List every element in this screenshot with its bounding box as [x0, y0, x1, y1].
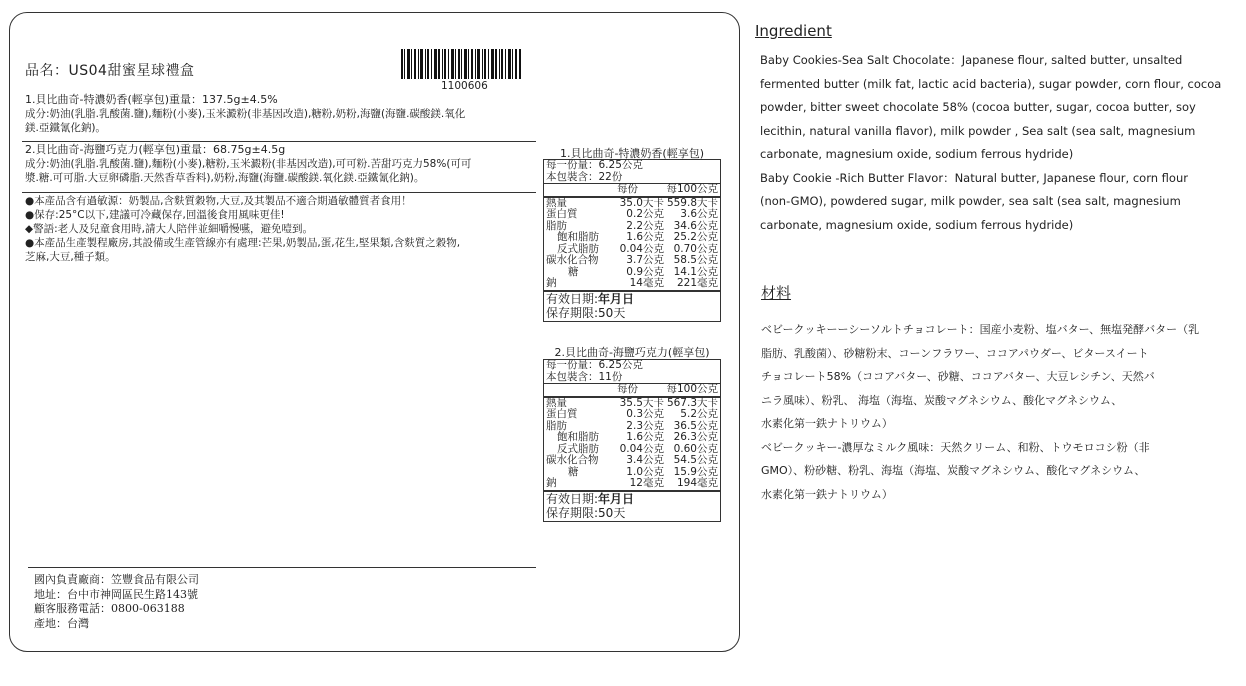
expiry-date: 有效日期:年月日	[546, 491, 635, 506]
text-line: Baby Cookies-Sea Salt Chocolate：Japanese flour, salted butter, unsalted	[760, 53, 1183, 67]
table-row: 反式脂肪 0.04公克 0.60公克	[557, 442, 718, 455]
item2-ingredients-line1: 成分:奶油(乳脂.乳酸菌.鹽),麵粉(小麥),糖粉,玉米澱粉(非基因改造),可可粉.苦甜巧克力58%(可可	[25, 158, 472, 170]
text-line: チョコレート58%（ココアバター、砂糖、ココアバター、大豆レシチン、天然バ	[761, 370, 1155, 383]
nutrition-table-1	[543, 159, 721, 322]
text-line: Baby Cookie -Rich Butter Flavor：Natural butter, Japanese flour, corn flour	[760, 170, 1188, 185]
table-row: 熱量 35.0大卡 559.8大卡	[546, 196, 718, 209]
servings-per-pack: 本包裝含：11份	[546, 370, 623, 383]
shelf-life: 保存期限:50天	[546, 306, 626, 320]
table-row: 糖 1.0公克 15.9公克	[568, 465, 718, 478]
manufacturer-info	[34, 573, 199, 631]
text-line: GMO）、粉砂糖、粉乳、海塩（海塩、炭酸マグネシウム、酸化マグネシウム、	[761, 464, 1146, 477]
table-row: 飽和脂肪 1.6公克 25.2公克	[557, 231, 718, 243]
text-line: 水素化第一鉄ナトリウム）	[761, 417, 893, 430]
note-allergen: ●本產品含有過敏源：奶製品,含麩質穀物,大豆,及其製品不適合期過敏體質者食用！	[25, 195, 412, 207]
item2-ingredients-line2: 漿.糖.可可脂.大豆卵磷脂.天然香草香料),奶粉,海鹽(海鹽.碳酸鎂.氧化鎂.亞鐵氰化鈉)。	[25, 172, 425, 184]
japanese-ingredients	[761, 318, 1241, 506]
item1-ingredients-line1: 成分:奶油(乳脂.乳酸菌.鹽),麵粉(小麥),玉米澱粉(非基因改造),糖粉,奶粉,海鹽(海鹽.碳酸鎂.氧化	[25, 108, 466, 120]
english-heading: Ingredient	[755, 22, 832, 40]
table-row: 蛋白質 0.2公克 3.6公克	[546, 208, 718, 220]
text-line: 脂肪、乳酸菌）、砂糖粉末、コーンフラワー、ココアパウダー、ビタースイート	[761, 346, 1149, 360]
table-row: 碳水化合物 3.4公克 54.5公克	[546, 454, 718, 466]
table-row: 反式脂肪 0.04公克 0.70公克	[557, 242, 718, 255]
nutrition-rows	[544, 198, 720, 290]
nutrition-title-1: 1.貝比曲奇-特濃奶香(輕享包)	[559, 147, 705, 160]
manufacturer-name: 國內負責廠商：笠豐食品有限公司	[34, 573, 199, 586]
table-row: 飽和脂肪 1.6公克 26.3公克	[557, 431, 718, 443]
divider-line	[22, 192, 536, 193]
text-line: (non-GMO), powdered sugar, milk powder, sea salt (sea salt, magnesium	[760, 194, 1181, 208]
table-row: 蛋白質 0.3公克 5.2公克	[546, 408, 718, 420]
col-per-100g: 每100公克	[666, 383, 718, 395]
table-row: 脂肪 2.2公克 34.6公克	[546, 219, 718, 232]
nutrition-rows	[544, 398, 720, 490]
table-row: 鈉 12毫克 194毫克	[546, 477, 718, 489]
serving-size: 每一份量：6.25公克	[546, 159, 643, 171]
table-row: 糖 0.9公克 14.1公克	[568, 265, 718, 278]
nutrition-title-2: 2.貝比曲奇-海鹽巧克力(輕享包)	[554, 346, 710, 359]
item2-heading: 2.貝比曲奇-海鹽巧克力(輕享包)重量：68.75g±4.5g	[25, 143, 286, 156]
origin: 產地：台灣	[34, 616, 89, 630]
note-warning: ◆警語:老人及兒童食用時,請大人陪伴並細嚼慢嚥，避免噎到。	[25, 223, 313, 235]
col-per-100g: 每100公克	[666, 183, 718, 195]
english-ingredients	[760, 49, 1240, 237]
table-row: 熱量 35.5大卡 567.3大卡	[546, 396, 718, 409]
customer-service-phone: 顧客服務電話：0800-063188	[34, 602, 185, 615]
divider-line	[22, 141, 536, 142]
barcode	[401, 49, 521, 79]
product-name: 品名：US04甜蜜星球禮盒	[25, 63, 195, 79]
table-row: 脂肪 2.3公克 36.5公克	[546, 419, 718, 432]
serving-size: 每一份量：6.25公克	[546, 359, 643, 371]
text-line: ニラ風味）、粉乳、 海塩（海塩、炭酸マグネシウム、酸化マグネシウム、	[761, 393, 1123, 407]
text-line: carbonate, magnesium oxide, sodium ferrous hydride)	[760, 217, 1074, 232]
item2-block	[25, 143, 535, 185]
expiry-date: 有效日期:年月日	[546, 291, 635, 306]
japanese-heading: 材料	[761, 284, 792, 302]
manufacturer-address: 地址：台中市神岡區民生路143號	[34, 587, 198, 601]
text-line: 水素化第一鉄ナトリウム）	[761, 487, 893, 501]
servings-per-pack: 本包裝含：22份	[546, 170, 623, 183]
text-line: fermented butter (milk fat, lactic acid bacteria), sugar powder, corn flour, cocoa	[760, 76, 1222, 91]
col-per-serving: 每份	[617, 183, 638, 195]
nutrition-table-2	[543, 359, 721, 522]
item1-ingredients-line2: 鎂.亞鐵氰化鈉)。	[25, 122, 106, 134]
shelf-life: 保存期限:50天	[546, 506, 626, 520]
text-line: ベビークッキーーシーソルトチョコレート：国産小麦粉、塩バター、無塩発酵バター（乳	[761, 323, 1200, 336]
table-row: 鈉 14毫克 221毫克	[546, 277, 718, 289]
text-line: ベビークッキー-濃厚なミルク風味：天然クリーム、和粉、トウモロコシ粉（非	[761, 440, 1150, 454]
col-per-serving: 每份	[617, 383, 638, 395]
footer-divider	[28, 567, 536, 568]
table-row: 碳水化合物 3.7公克 58.5公克	[546, 254, 718, 266]
text-line: powder, bitter sweet chocolate 58% (cocoa butter, sugar, cocoa butter, soy	[760, 100, 1196, 114]
note-facility-cont: 芝麻,大豆,種子類。	[25, 251, 116, 263]
text-line: carbonate, magnesium oxide, sodium ferrous hydride)	[760, 147, 1074, 161]
item1-block	[25, 93, 535, 135]
note-storage: ●保存:25°C以下,建議可冷藏保存,回溫後食用風味更佳!	[25, 209, 285, 221]
item1-heading: 1.貝比曲奇-特濃奶香(輕享包)重量：137.5g±4.5%	[25, 93, 278, 106]
text-line: lecithin, natural vanilla flavor), milk powder , Sea salt (sea salt, magnesium	[760, 123, 1196, 138]
barcode-number: 1100606	[441, 80, 488, 92]
notes-block	[25, 194, 535, 264]
note-facility: ●本產品生產製程廠房,其設備或生產管線亦有處理:芒果,奶製品,蛋,花生,堅果類,含麩質之穀物,	[25, 237, 461, 249]
